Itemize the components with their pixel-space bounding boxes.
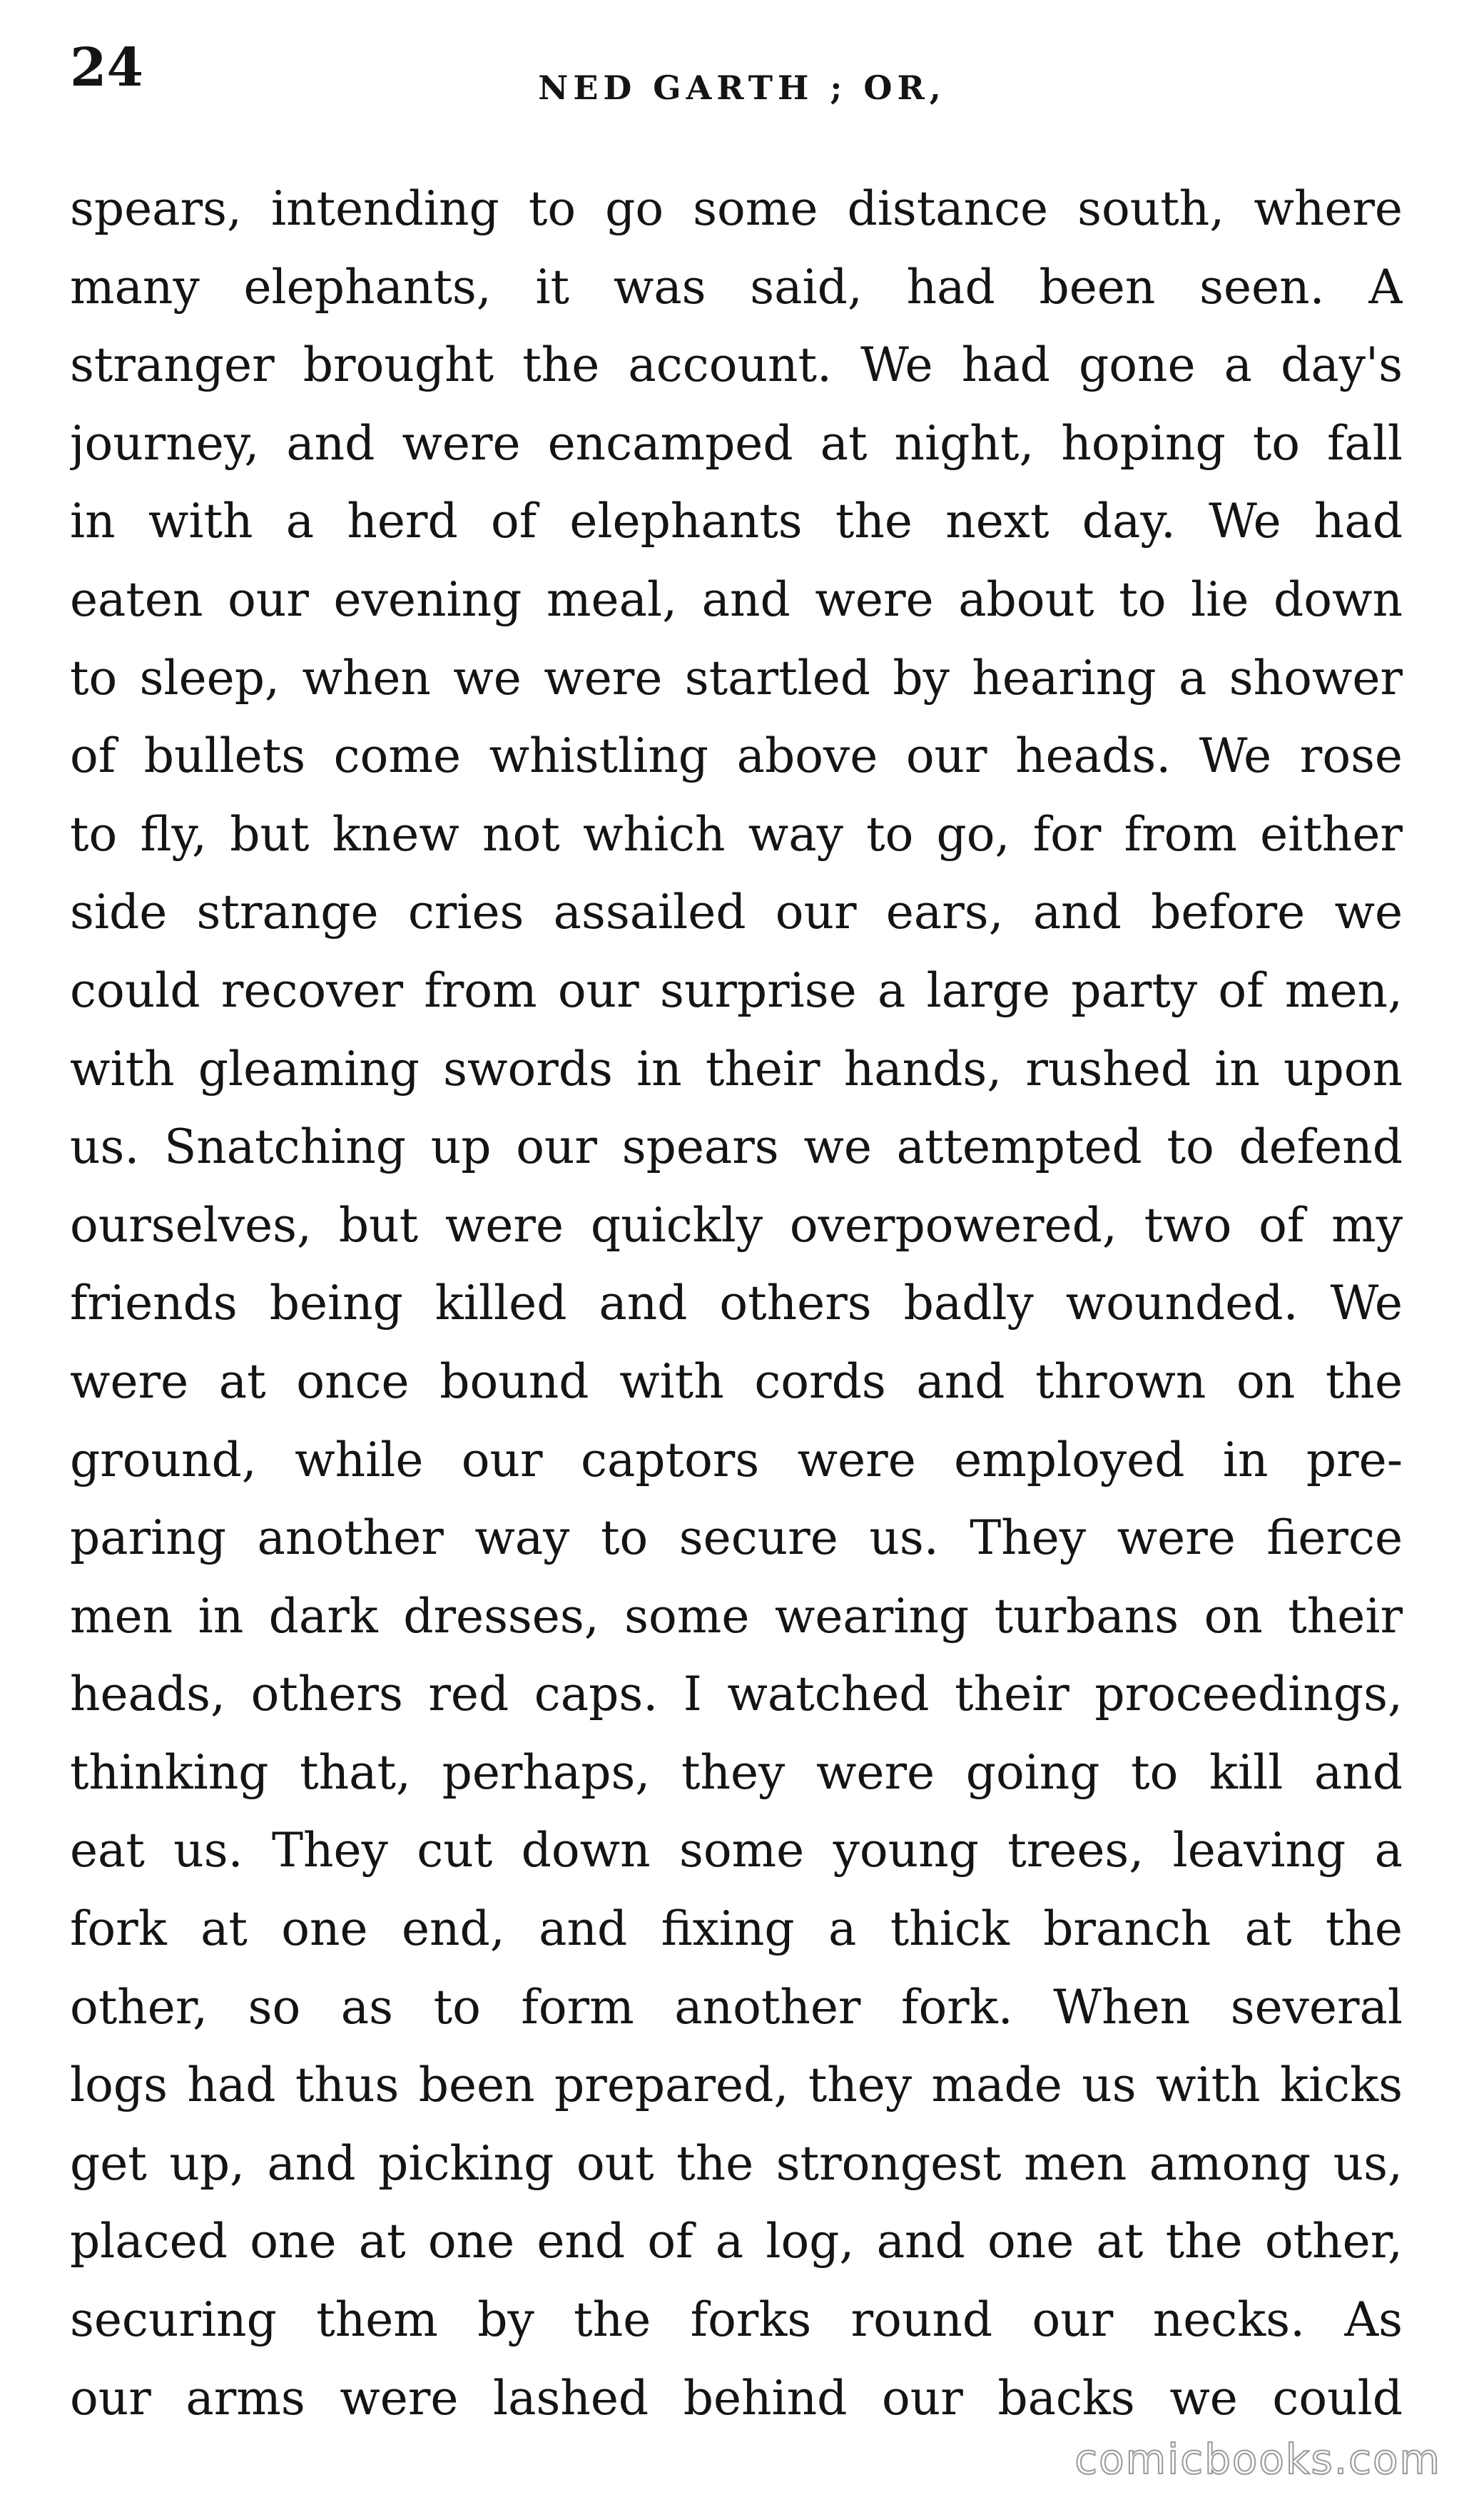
body-text bbox=[70, 170, 1403, 2437]
text-line: friends being killed and others badly wounded. We bbox=[70, 1276, 1403, 1331]
text-line: could recover from our surprise a large party of men, bbox=[70, 962, 1403, 1018]
text-line: other, so as to form another fork. When several bbox=[70, 1979, 1403, 2035]
text-line: eaten our evening meal, and were about to lie down bbox=[70, 571, 1403, 627]
text-line: ourselves, but were quickly overpowered, two of my bbox=[70, 1197, 1403, 1253]
text-line: us. Snatching up our spears we attempted to defend bbox=[70, 1119, 1403, 1175]
text-line: spears, intending to go some distance south, where bbox=[70, 181, 1403, 236]
text-line: eat us. They cut down some young trees, leaving a bbox=[70, 1823, 1403, 1878]
text-line: paring another way to secure us. They were fierce bbox=[70, 1510, 1403, 1566]
text-line: many elephants, it was said, had been seen. A bbox=[70, 259, 1403, 315]
text-line: fork at one end, and fixing a thick branch at the bbox=[70, 1901, 1403, 1957]
text-line: in with a herd of elephants the next day. We had bbox=[70, 494, 1403, 549]
text-line: logs had thus been prepared, they made us with kicks bbox=[70, 2058, 1403, 2113]
text-line: thinking that, perhaps, they were going to kill and bbox=[70, 1744, 1403, 1800]
page-number: 24 bbox=[70, 37, 143, 98]
text-line: our arms were lashed behind our backs we could bbox=[70, 2370, 1403, 2426]
text-line: stranger brought the account. We had gone a day's bbox=[70, 337, 1403, 393]
text-line: securing them by the forks round our necks. As bbox=[70, 2292, 1403, 2348]
text-line: to fly, but knew not which way to go, for from either bbox=[70, 806, 1403, 862]
text-line: ground, while our captors were employed in pre- bbox=[70, 1432, 1403, 1488]
text-line: were at once bound with cords and thrown on the bbox=[70, 1353, 1403, 1409]
text-line: of bullets come whistling above our heads. We rose bbox=[70, 728, 1403, 784]
running-head: NED GARTH ; OR, bbox=[538, 68, 946, 107]
text-line: men in dark dresses, some wearing turbans on their bbox=[70, 1588, 1403, 1644]
watermark: comicbooks.com bbox=[1074, 2435, 1441, 2483]
text-line: with gleaming swords in their hands, rushed in upon bbox=[70, 1041, 1403, 1097]
text-line: to sleep, when we were startled by hearing a shower bbox=[70, 650, 1403, 706]
text-line: journey, and were encamped at night, hoping to fall bbox=[70, 415, 1403, 471]
text-line: heads, others red caps. I watched their proceedings, bbox=[70, 1667, 1403, 1722]
text-line: side strange cries assailed our ears, and before we bbox=[70, 885, 1403, 940]
text-line: placed one at one end of a log, and one at the other, bbox=[70, 2214, 1403, 2269]
text-line: get up, and picking out the strongest men among us, bbox=[70, 2135, 1403, 2191]
